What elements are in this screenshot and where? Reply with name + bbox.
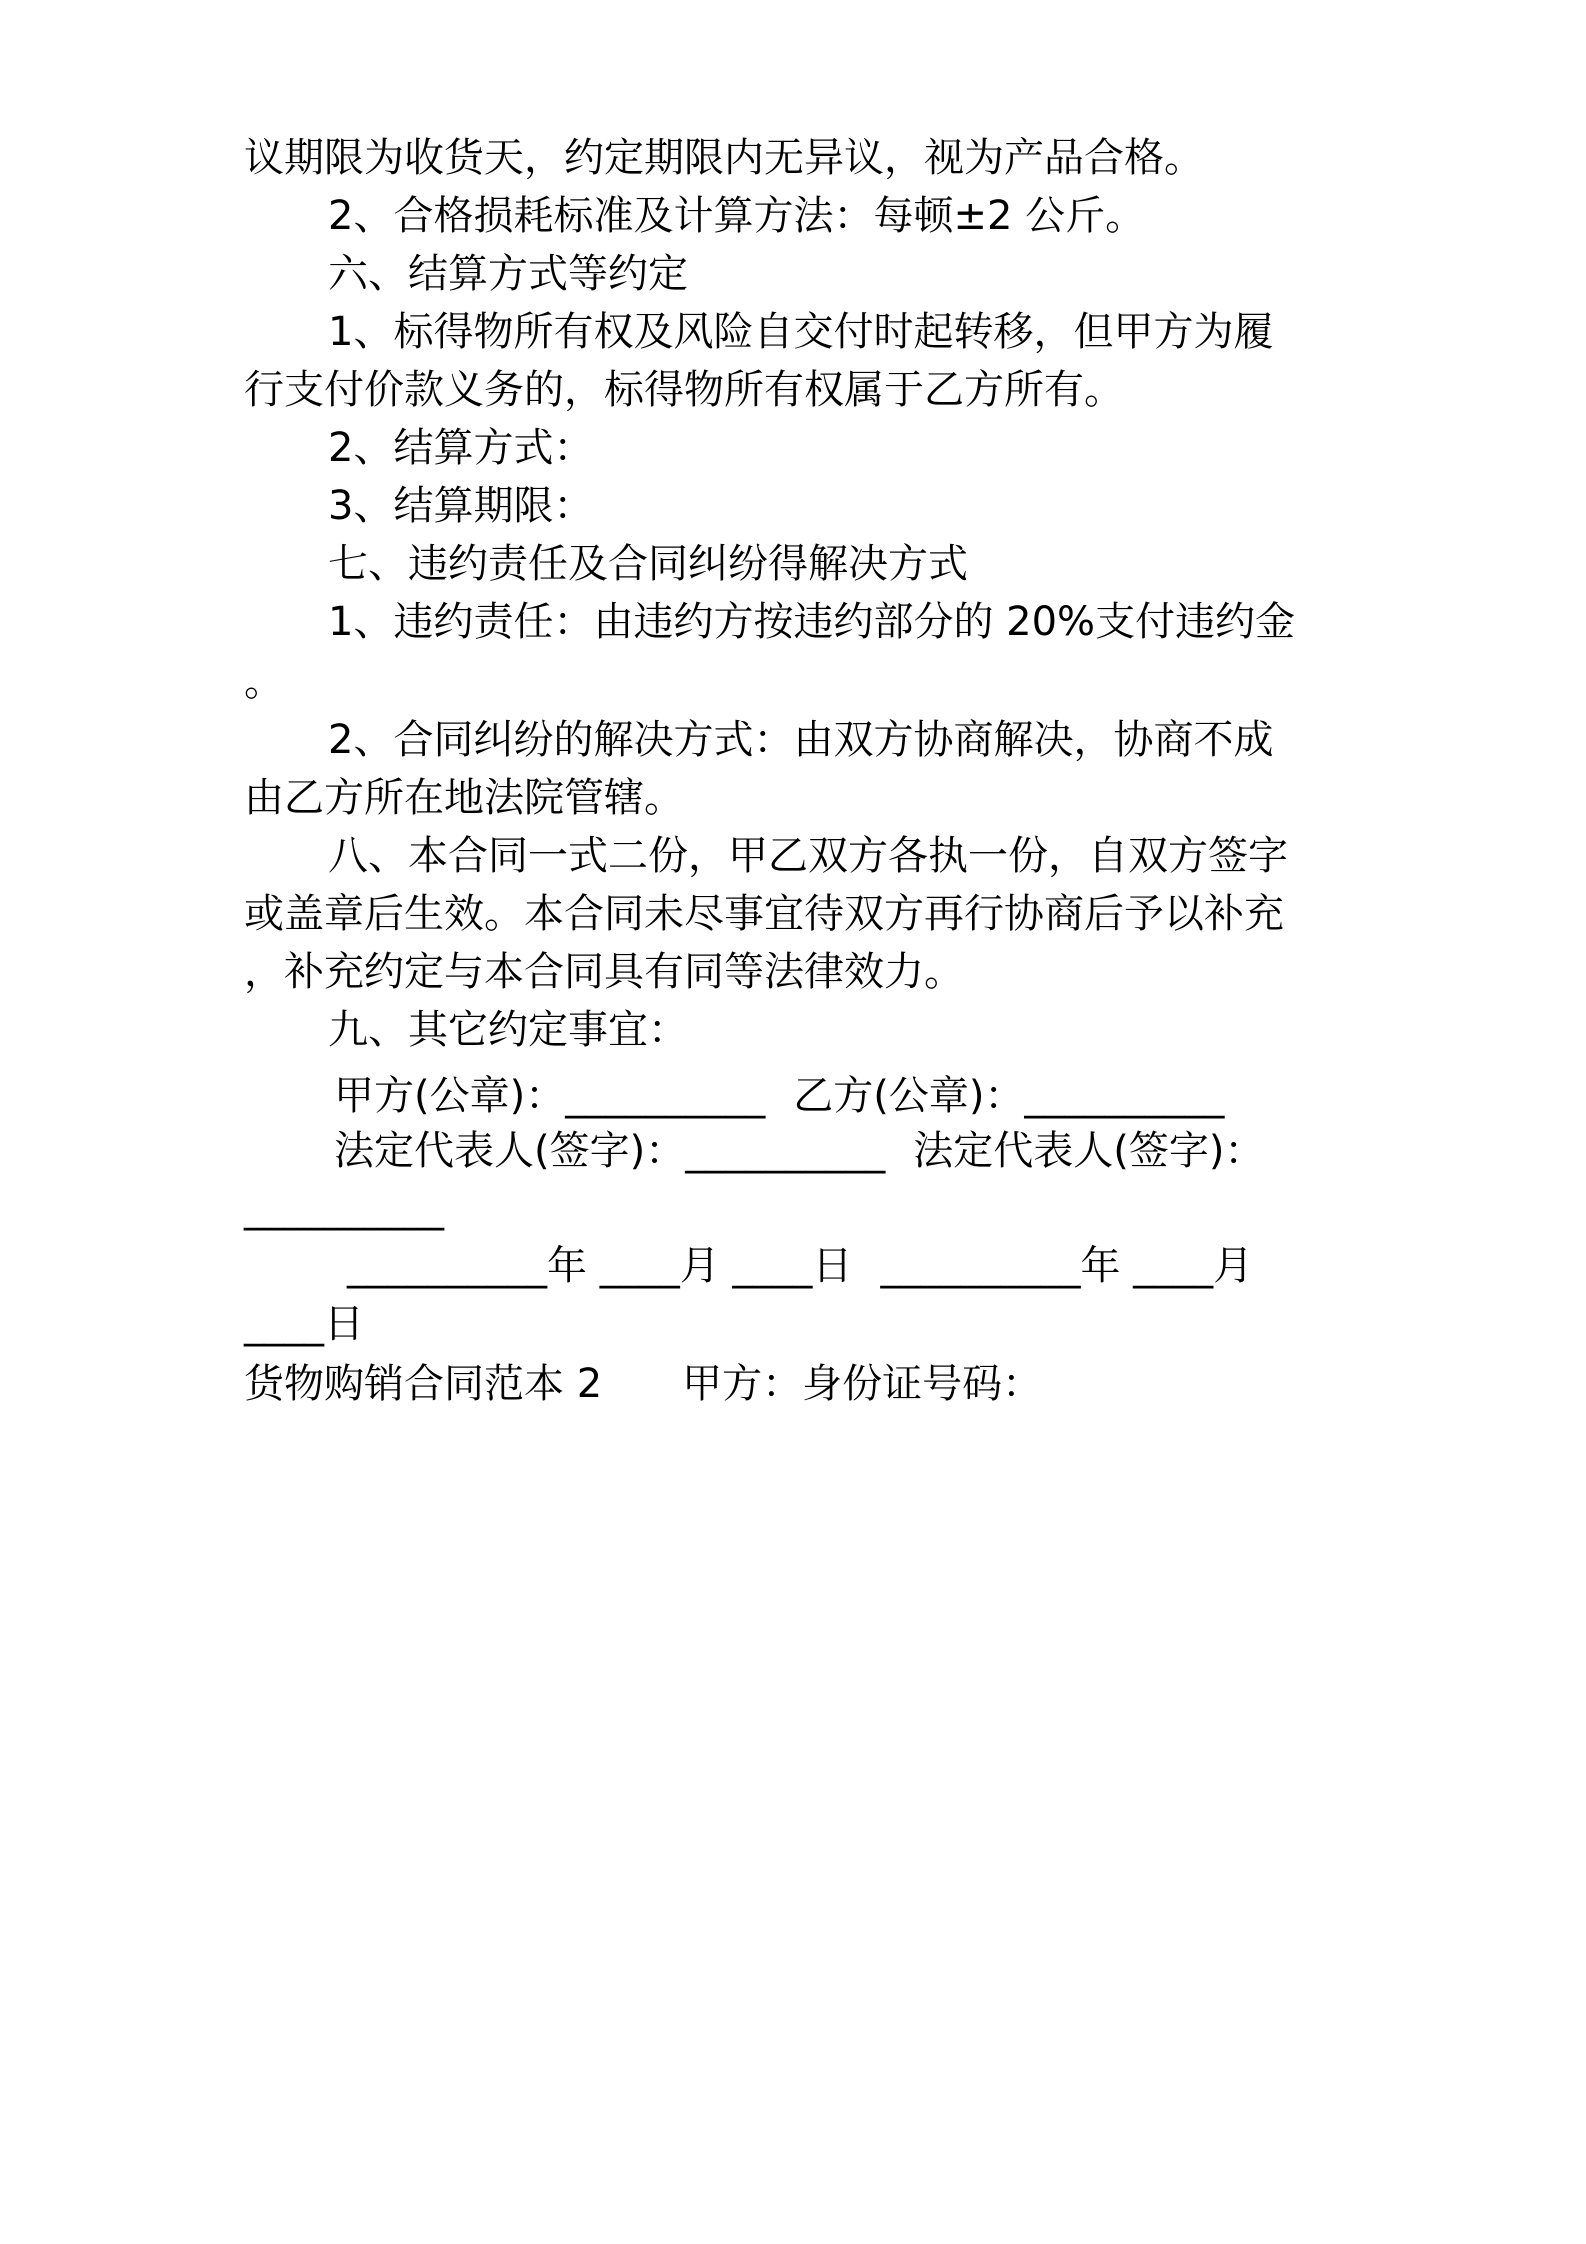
text-line: 或盖章后生效。本合同未尽事宜待双方再行协商后予以补充	[244, 891, 1284, 937]
party-b-date-field: __________年 ____月	[880, 1243, 1254, 1289]
text-line: 1、标得物所有权及风险自交付时起转移，但甲方为履	[328, 309, 1274, 355]
section-heading: 六、结算方式等约定	[328, 251, 688, 297]
text-line: 2、结算方式：	[328, 425, 594, 471]
party-a-seal-field: 甲方(公章)：__________	[334, 1073, 766, 1119]
text-line: 议期限为收货天，约定期限内无异议，视为产品合格。	[244, 135, 1204, 181]
next-contract-row	[244, 1358, 1042, 1410]
party-b-rep-blank: __________	[244, 1185, 444, 1231]
next-contract-title: 货物购销合同范本 2	[244, 1361, 603, 1407]
text-line: 2、合同纠纷的解决方式：由双方协商解决，协商不成	[328, 717, 1274, 763]
party-a-date-field: __________年 ____月 ____日	[347, 1243, 853, 1289]
signature-seal-row	[334, 1070, 1224, 1122]
section-heading: 九、其它约定事宜：	[328, 1007, 688, 1053]
text-line: 1、违约责任：由违约方按违约部分的 20%支付违约金	[328, 599, 1296, 645]
text-line: 行支付价款义务的，标得物所有权属于乙方所有。	[244, 367, 1124, 413]
section-heading: 七、违约责任及合同纠纷得解决方式	[328, 541, 968, 587]
party-a-id-field: 甲方：身份证号码：	[682, 1361, 1043, 1407]
section-heading: 八、本合同一式二份，甲乙双方各执一份，自双方签字	[328, 833, 1288, 879]
party-a-rep-field: 法定代表人(签字)：__________	[334, 1128, 886, 1174]
party-b-seal-field: 乙方(公章)：__________	[793, 1073, 1225, 1119]
party-b-date-day: ____日	[244, 1301, 364, 1347]
text-line: 2、合格损耗标准及计算方法：每顿±2 公斤。	[328, 193, 1146, 239]
text-line: ，补充约定与本合同具有同等法律效力。	[244, 949, 964, 995]
signature-date-row	[347, 1240, 1253, 1292]
party-b-rep-label: 法定代表人(签字)：	[913, 1128, 1265, 1174]
text-line: 3、结算期限：	[328, 483, 594, 529]
text-line: 。	[244, 659, 284, 705]
text-line: 由乙方所在地法院管辖。	[244, 775, 684, 821]
signature-rep-row	[334, 1125, 1264, 1177]
